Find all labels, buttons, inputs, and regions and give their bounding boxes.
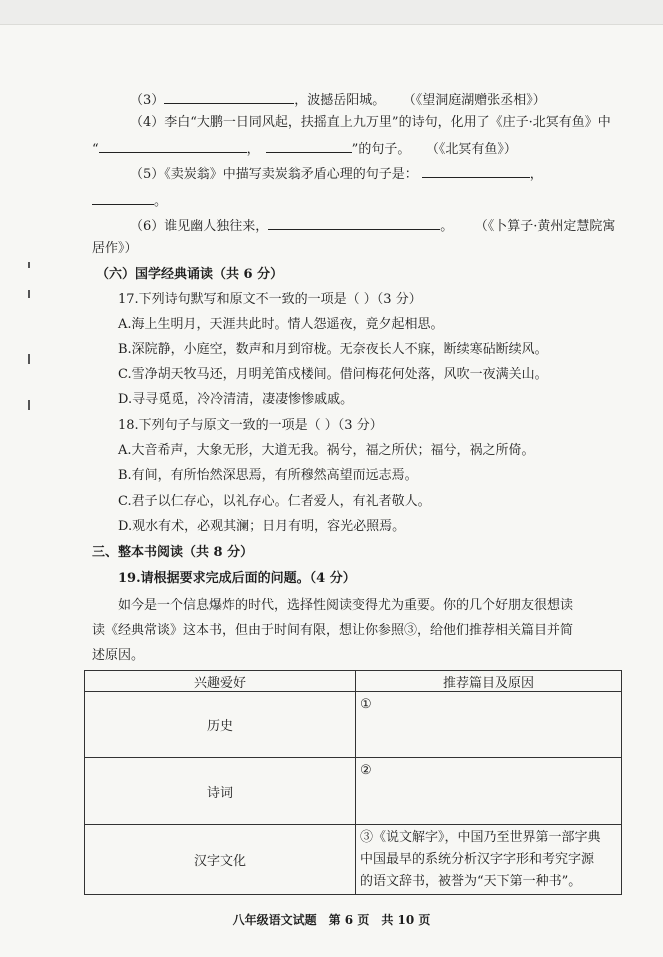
answer-blank[interactable]	[92, 191, 154, 205]
answer-blank[interactable]	[164, 90, 294, 104]
question-6-source-cont: 居作》）	[92, 241, 138, 256]
table-header-row	[85, 671, 622, 692]
answer-blank[interactable]	[268, 216, 440, 230]
q19-stem: 19.请根据要求完成后面的问题。（4 分）	[118, 571, 356, 586]
margin-mark	[28, 354, 30, 364]
q18-option-d[interactable]: D.观水有术，必观其澜；日月有明，容光必照焉。	[118, 519, 406, 534]
recommendation-cell-1[interactable]: ①	[356, 692, 622, 758]
q19-paragraph-line1: 如今是一个信息爆炸的时代，选择性阅读变得尤为重要。你的几个好朋友很想读	[118, 598, 574, 613]
q17-option-b[interactable]: B.深院静，小庭空，数声和月到帘栊。无奈夜长人不寐，断续寒砧断续风。	[118, 342, 548, 357]
q18-option-a[interactable]: A.大音希声，大象无形，大道无我。祸兮，福之所伏；福兮，祸之所倚。	[118, 443, 535, 458]
scan-top-edge	[0, 0, 663, 25]
question-3: （3） ，波撼岳阳城。 （《望洞庭湖赠张丞相》）	[130, 90, 546, 110]
recommendation-cell-2[interactable]: ②	[356, 758, 622, 825]
q18-stem: 18.下列句子与原文一致的一项是（ ）（3 分）	[118, 418, 383, 433]
q17-option-d[interactable]: D.寻寻觅觅，冷冷清清，凄凄惨惨戚戚。	[118, 392, 354, 407]
interest-poetry: 诗词	[85, 758, 356, 825]
header-recommendation: 推荐篇目及原因	[356, 671, 622, 692]
table-row	[85, 825, 622, 895]
question-4-line2: “ ， ”的句子。 （《北冥有鱼》）	[92, 139, 517, 159]
margin-mark	[28, 262, 30, 268]
question-6: （6）谁见幽人独往来， 。 （《卜算子·黄州定慧院寓	[130, 216, 615, 236]
table-row	[85, 758, 622, 825]
q19-paragraph-line2: 读《经典常谈》这本书，但由于时间有限，想让你参照③，给他们推荐相关篇目并简	[92, 623, 574, 638]
answer-blank[interactable]	[422, 164, 530, 178]
q17-option-a[interactable]: A.海上生明月，天涯共此时。情人怨遥夜，竟夕起相思。	[118, 317, 444, 332]
q19-paragraph-line3: 述原因。	[92, 648, 145, 663]
answer-blank[interactable]	[266, 139, 352, 153]
q18-option-c[interactable]: C.君子以仁存心，以礼存心。仁者爱人，有礼者敬人。	[118, 494, 431, 509]
q17-stem: 17.下列诗句默写和原文不一致的一项是（ ）（3 分）	[118, 292, 422, 307]
section-three-heading: 三、整本书阅读（共 8 分）	[92, 545, 254, 560]
question-4-line1: （4）李白“大鹏一日同风起，扶摇直上九万里”的诗句，化用了《庄子·北冥有鱼》中	[130, 115, 611, 130]
q17-option-c[interactable]: C.雪净胡天牧马还，月明羌笛戍楼间。借问梅花何处落，风吹一夜满关山。	[118, 367, 548, 382]
recommendation-cell-3: ③《说文解字》，中国乃至世界第一部字典 中国最早的系统分析汉字字形和考究字源 的语文辞书，被誉为“天下第一种书”。	[356, 825, 622, 895]
recommendation-table	[84, 670, 622, 895]
interest-chinese-characters: 汉字文化	[85, 825, 356, 895]
interest-history: 历史	[85, 692, 356, 758]
question-5-line1: （5）《卖炭翁》中描写卖炭翁矛盾心理的句子是： ，	[130, 164, 543, 184]
header-interest: 兴趣爱好	[85, 671, 356, 692]
answer-blank[interactable]	[99, 139, 247, 153]
page-footer: 八年级语文试题 第 6 页 共 10 页	[232, 913, 431, 927]
question-5-line2: 。	[92, 191, 167, 211]
table-row	[85, 692, 622, 758]
margin-mark	[28, 400, 30, 410]
q18-option-b[interactable]: B.有间，有所怡然深思焉，有所穆然高望而远志焉。	[118, 468, 418, 483]
section-six-heading: （六）国学经典诵读（共 6 分）	[96, 267, 284, 282]
margin-mark	[28, 290, 30, 298]
